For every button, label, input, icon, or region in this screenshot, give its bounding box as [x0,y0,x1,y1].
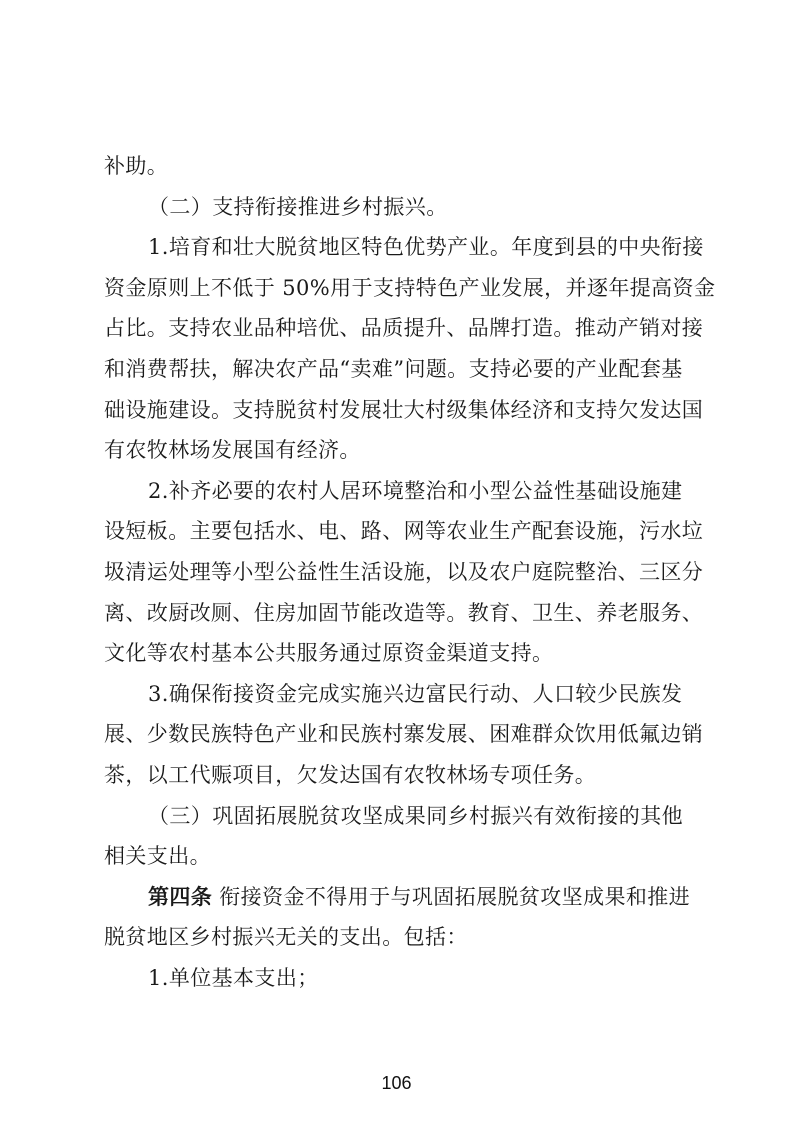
page-number: 106 [381,1073,412,1093]
text-line: 础设施建设。支持脱贫村发展壮大村级集体经济和支持欠发达国 [104,397,704,422]
text-line: 圾清运处理等小型公益性生活设施，以及农户庭院整治、三区分 [104,559,704,584]
text-line: 展、少数民族特色产业和民族村寨发展、困难群众饮用低氟边销 [104,722,704,747]
text-line: 有农牧林场发展国有经济。 [104,438,361,463]
text-line: 设短板。主要包括水、电、路、网等农业生产配套设施，污水垃 [104,519,704,544]
article-line [104,877,694,918]
article-text: 衔接资金不得用于与巩固拓展脱贫攻坚成果和推进 [212,884,691,909]
body-text [104,146,716,998]
text-line: 离、改厨改厕、住房加固节能改造等。教育、卫生、养老服务、 [104,600,704,625]
text-line: 1.单位基本支出； [148,965,319,990]
article-heading: 第四条 [148,883,213,909]
text-line: 文化等农村基本公共服务通过原资金渠道支持。 [104,641,554,666]
text-line: 茶，以工代赈项目，欠发达国有农牧林场专项任务。 [104,762,597,787]
text-line: （三）巩固拓展脱贫攻坚成果同乡村振兴有效衔接的其他 [148,803,683,828]
text-line: 和消费帮扶，解决农产品“卖难”问题。支持必要的产业配套基 [104,356,683,381]
text-line: 3.确保衔接资金完成实施兴边富民行动、人口较少民族发 [148,681,683,706]
text-line: 占比。支持农业品种培优、品质提升、品牌打造。推动产销对接 [104,316,704,341]
text-line: 脱贫地区乡村振兴无关的支出。包括： [104,925,468,950]
text-line: （二）支持衔接推进乡村振兴。 [148,194,448,219]
text-line: 补助。 [104,154,169,178]
text-line: 1.培育和壮大脱贫地区特色优势产业。年度到县的中央衔接 [148,235,704,260]
text-line: 资金原则上不低于 50%用于支持特色产业发展，并逐年提高资金 [104,275,716,300]
text-line: 相关支出。 [104,844,211,869]
text-line: 2.补齐必要的农村人居环境整治和小型公益性基础设施建 [148,478,683,503]
